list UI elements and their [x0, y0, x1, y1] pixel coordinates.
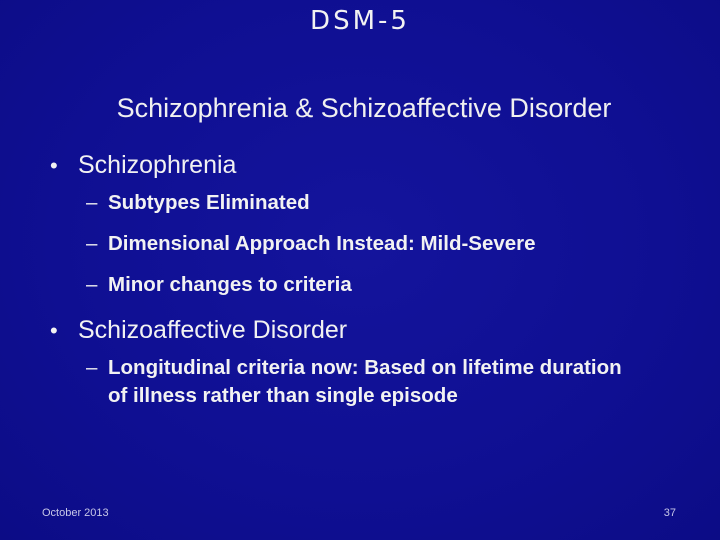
bullet-item-schizoaffective — [50, 311, 690, 350]
dsm-logo: DSM-5 — [310, 6, 410, 36]
bullet-label: Schizophrenia — [78, 151, 237, 179]
sub-item — [50, 271, 690, 299]
dash-icon: – — [86, 273, 98, 296]
sub-list — [50, 354, 690, 410]
dash-icon: – — [86, 191, 98, 214]
page-number: 37 — [663, 507, 676, 519]
dash-icon: – — [86, 232, 98, 255]
slide-title: Schizophrenia & Schizoaffective Disorder — [116, 93, 612, 123]
dash-icon: – — [86, 356, 98, 379]
bullet-item-schizophrenia — [50, 146, 690, 185]
sub-item-text: Longitudinal criteria now: Based on lifetime duration of illness rather than single episode — [108, 356, 622, 407]
sub-item-text: Minor changes to criteria — [108, 273, 352, 296]
footer-date: October 2013 — [42, 507, 109, 519]
bullet-label: Schizoaffective Disorder — [78, 316, 348, 344]
bullet-dot-icon: • — [50, 153, 58, 178]
sub-item — [50, 230, 690, 258]
sub-item-text: Subtypes Eliminated — [108, 191, 310, 214]
sub-item — [50, 189, 690, 217]
sub-list — [50, 189, 690, 299]
sub-item — [50, 354, 690, 410]
slide-content — [50, 146, 690, 410]
sub-item-text: Dimensional Approach Instead: Mild-Severe — [108, 232, 536, 255]
bullet-dot-icon: • — [50, 318, 58, 343]
